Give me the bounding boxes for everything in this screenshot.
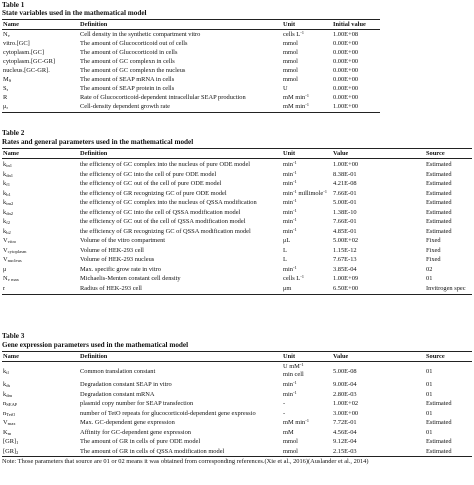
table-row [0,66,474,75]
definition-cell: Volume of the vitro compartment [80,237,166,244]
t3-header-definition: Definition [80,353,108,360]
t3-header-value: Value [333,353,349,360]
definition-cell: Radius of HEK-293 cell [80,284,142,292]
table-row [0,246,474,255]
unit-cell: $\min^{-1}$ millimole$^{-1}$ [283,188,328,197]
table-row [0,265,474,274]
definition-cell: Max. specific grow rate in vitro [80,265,161,273]
table-row [0,390,474,399]
source-cell: Estimated [426,227,452,235]
name-cell: $k_{tl}$ [3,368,9,375]
definition-cell: the efficiency of GC into the cell of QSSA modification model [80,208,241,216]
name-cell: $S_s$ [3,85,9,92]
value-cell: 4.56E-04 [333,428,357,436]
table-row [0,380,474,389]
unit-cell: mmol [283,49,298,56]
source-cell: Estimated [426,218,452,225]
definition-cell: The amount of SEAP mRNA in cells [80,76,175,83]
value-cell: 1.00E+00 [333,103,359,110]
table-row [0,84,474,93]
definition-cell: the efficiency of GC out of the cell of QSSA modification model [80,218,246,225]
table3-header [0,352,474,361]
name-cell: $k_{ds}$ [3,381,11,388]
unit-cell: - [283,409,286,417]
t3-header-unit: Unit [283,353,296,360]
unit-cell: μm [283,284,292,292]
source-cell: 01 [426,381,433,388]
source-cell: Estimated [426,199,452,206]
unit-cell: $\min^{-1}$ [283,198,297,206]
name-cell: $M_S$ [3,76,12,83]
name-cell: cytoplasm.[GC] [3,49,44,56]
source-cell: Fixed [426,246,441,254]
value-cell: 1.38E-10 [333,208,357,216]
name-cell: $V_{nucleus}$ [3,256,22,263]
definition-cell: The amount of SEAP protein in cells [80,85,175,92]
table2-header [0,149,474,158]
t1-header-name: Name [3,21,19,28]
definition-cell: Degradation constant mRNA [80,390,155,398]
unit-cell: mmol [283,447,298,455]
name-cell: vitro.[GC] [3,40,30,47]
definition-cell: plasmid copy number for SEAP transfection [80,400,194,407]
source-cell: Estimated [426,189,452,197]
definition-cell: The amount of GC complexn in cells [80,58,175,65]
name-cell: cytoplasm.[GC-GR] [3,58,56,65]
value-cell: 1.15E-12 [333,246,357,254]
unit-cell: mmol [283,76,298,83]
value-cell: 1.00E+02 [333,400,359,407]
definition-cell: The amount of GR in cells of pure ODE model [80,438,201,445]
source-cell: Fixed [426,256,441,263]
table3-caption: Gene expression parameters used in the mathematical model [2,341,189,349]
source-cell: 02 [426,265,433,273]
unit-cell: $\min^{-1}$ [283,380,297,388]
value-cell: 3.00E+00 [333,409,359,417]
t2-header-source: Source [426,150,445,157]
source-cell: 01 [426,428,433,436]
definition-cell: the efficiency of GC complex into the nucleus of pure ODE model [80,161,251,168]
unit-cell: L [283,246,287,254]
table-row [0,418,474,427]
name-cell: $n_{TetO}$ [3,409,16,417]
name-cell: $k_{f1}$ [3,180,11,187]
unit-cell: $\min^{-1}$ [283,207,297,216]
table-row [0,428,474,437]
source-cell: 01 [426,390,433,398]
definition-cell: Cell-density dependent growth rate [80,103,170,110]
value-cell: 5.00E+02 [333,237,359,244]
name-cell: $[GR]_1$ [3,438,19,445]
source-cell: Estimated [426,438,452,445]
value-cell: 5.00E-01 [333,199,357,206]
table1-title: Table 1 [2,1,25,9]
value-cell: 7.66E-01 [333,218,357,225]
definition-cell: The amount of Glucocorticoid out of cells [80,40,188,47]
table-row [0,409,474,418]
table3-title: Table 3 [2,332,25,340]
t2-header-definition: Definition [80,150,108,157]
footnote: Note: Those parameters that source are 01 or 02 means it was obtained from corresponding references.(Xie et al., 2016)(Auslander et al., 2014) [2,458,369,465]
unit-cell-line2: min cell [283,371,304,378]
unit-cell: mM $\min^{-1}$ [283,418,310,426]
table-row [0,399,474,408]
definition-cell: The amount of GC complexn the nucleus [80,67,186,74]
name-cell: $k_{dm}$ [3,390,13,398]
table-row [0,75,474,84]
value-cell: 0.00E+00 [333,40,359,47]
table-row [0,362,474,380]
unit-cell: mM $\min^{-1}$ [283,102,310,110]
value-cell: 1.00E+08 [333,31,359,38]
unit-cell: $\min^{-1}$ [283,179,297,187]
unit-cell: mmol [283,40,298,47]
unit-cell: $\min^{-1}$ [283,226,297,235]
name-cell: $V_{cytoplasm}$ [3,246,27,254]
value-cell: 3.85E-04 [333,265,357,273]
definition-cell: Volume of HEK-293 nucleus [80,256,155,263]
t1-header-definition: Definition [80,21,108,28]
definition-cell: the efficiency of GR recognizing GC of QSSA modification model [80,227,251,235]
name-cell: $V_{vitro}$ [3,237,17,244]
definition-cell: Volume of HEK-293 cell [80,246,144,254]
table2-caption: Rates and general parameters used in the mathematical model [2,138,194,146]
definition-cell: Max. GC-dependent gene expression [80,419,175,426]
table-row [0,160,474,169]
table-row [0,437,474,446]
unit-cell: $\min^{-1}$ [283,169,297,178]
value-cell: 7.66E-01 [333,189,357,197]
name-cell: R [3,94,8,101]
table-row [0,48,474,57]
source-cell: Estimated [426,400,452,407]
value-cell: 8.38E-01 [333,170,357,178]
definition-cell: The amount of Glucocorticoid in cells [80,49,178,56]
name-cell: $k_{im2}$ [3,199,14,206]
definition-cell: Common translation constant [80,368,156,375]
value-cell: 4.85E-01 [333,227,357,235]
table2-bottom-rule [2,294,472,295]
table-row [0,179,474,188]
table-row [0,189,474,198]
definition-cell: Michaelis-Menten constant cell density [80,275,181,282]
table-row [0,255,474,264]
table-row [0,227,474,236]
unit-cell: cells $L^{-1}$ [283,274,305,282]
value-cell: 0.00E+00 [333,49,359,56]
name-cell: $k_{in1}$ [3,161,13,168]
table2-title: Table 2 [2,129,25,137]
value-cell: 1.00E+09 [333,275,359,282]
source-cell: Estimated [426,170,452,178]
name-cell: $n_{SEAP}$ [3,400,18,407]
table-row [0,102,474,111]
unit-cell: mM $\min^{-1}$ [283,93,310,101]
table-row [0,217,474,226]
table-row [0,198,474,207]
unit-cell: mmol [283,58,298,65]
definition-cell: the efficiency of GC complex into the nucleus of QSSA modification [80,199,257,206]
name-cell: μ [3,265,7,273]
source-cell: Estimated [426,419,452,426]
value-cell: 0.00E+00 [333,76,359,83]
definition-cell: the efficiency of GC out of the cell of pure ODE model [80,180,222,187]
name-cell: $\mu_r$ [3,103,8,110]
table-row [0,208,474,217]
value-cell: 0.00E+00 [333,85,359,92]
value-cell: 2.80E-03 [333,390,357,398]
unit-cell: mmol [283,67,298,74]
name-cell: $k_{dn1}$ [3,170,14,178]
value-cell: 0.00E+00 [333,67,359,74]
t1-header-unit: Unit [283,21,296,28]
unit-cell: mmol [283,438,298,445]
name-cell: $k_{b1}$ [3,189,11,197]
unit-cell: - [283,400,286,407]
value-cell: 7.72E-01 [333,419,357,426]
value-cell: 4.21E-08 [333,180,357,187]
table-row [0,93,474,102]
unit-cell: mM [283,428,294,436]
value-cell: 2.15E-03 [333,447,357,455]
value-cell: 1.00E+00 [333,161,359,168]
t2-header-name: Name [3,150,19,157]
t2-header-value: Value [333,150,349,157]
name-cell: $k_{f2}$ [3,218,11,225]
unit-cell: $\min^{-1}$ [283,217,297,225]
table-row [0,236,474,245]
source-cell: Estimated [426,447,452,455]
definition-cell: Affinity for GC-dependent gene expression [80,428,191,436]
name-cell: $[GR]_2$ [3,447,19,455]
source-cell: Estimated [426,180,452,187]
table2-header-rule [2,158,472,159]
unit-cell: cells $L^{-1}$ [283,30,305,38]
value-cell: 0.00E+00 [333,58,359,65]
source-cell: 01 [426,275,433,282]
table-row [0,30,474,39]
definition-cell: number of TetO repeats for glucocorticoid-dependent gene expressio [80,409,256,417]
unit-cell-line1: U $mM^{-1}$ [283,362,304,370]
table3-bottom-rule [2,456,472,457]
t3-header-name: Name [3,353,19,360]
name-cell: $K_m$ [3,428,12,436]
definition-cell: the efficiency of GR recognizing GC of pure ODE model [80,189,227,197]
value-cell: 0.00E+00 [333,94,359,101]
name-cell: $N_v$ [3,31,10,38]
t1-header-initial: Initial value [333,21,366,28]
table-row [0,447,474,456]
table1-caption: State variables used in the mathematical model [2,9,147,17]
table-row [0,39,474,48]
unit-cell: U [283,85,288,92]
t2-header-unit: Unit [283,150,296,157]
table-row [0,57,474,66]
source-cell: Invitrogen spec [426,284,466,292]
unit-cell: L [283,256,287,263]
t3-header-source: Source [426,353,445,360]
value-cell: 5.00E-08 [333,368,357,375]
value-cell: 7.67E-13 [333,256,357,263]
source-cell: 01 [426,368,433,375]
definition-cell: Degradation constant SEAP in vitro [80,381,172,388]
table-row [0,274,474,283]
name-cell: r [3,284,6,292]
name-cell: $N_{v max}$ [3,275,19,282]
definition-cell: Rate of Glucocorticoid-dependent intracellular SEAP production [80,94,246,101]
table1-bottom-rule [2,112,380,113]
value-cell: 9.12E-04 [333,438,357,445]
definition-cell: Cell density in the synthetic compartment vitro [80,31,201,38]
name-cell: $k_{b2}$ [3,227,11,235]
source-cell: Fixed [426,237,441,244]
name-cell: $V_{max}$ [3,419,16,426]
source-cell: Estimated [426,161,452,168]
unit-cell: μL [283,237,291,244]
source-cell: 01 [426,409,433,417]
value-cell: 6.50E+00 [333,284,359,292]
definition-cell: The amount of GR in cells of QSSA modification model [80,447,225,455]
source-cell: Estimated [426,208,452,216]
unit-cell: $\min^{-1}$ [283,160,297,168]
name-cell: nucleus.[GC-GR]. [3,67,50,74]
value-cell: 9.00E-04 [333,381,357,388]
unit-cell: $\min^{-1}$ [283,264,297,273]
table-row [0,170,474,179]
unit-cell: $\min^{-1}$ [283,389,297,398]
definition-cell: the efficiency of GC into the cell of pure ODE model [80,170,217,178]
table-row [0,284,474,293]
table1-header [0,20,474,29]
name-cell: $k_{dn2}$ [3,208,14,216]
